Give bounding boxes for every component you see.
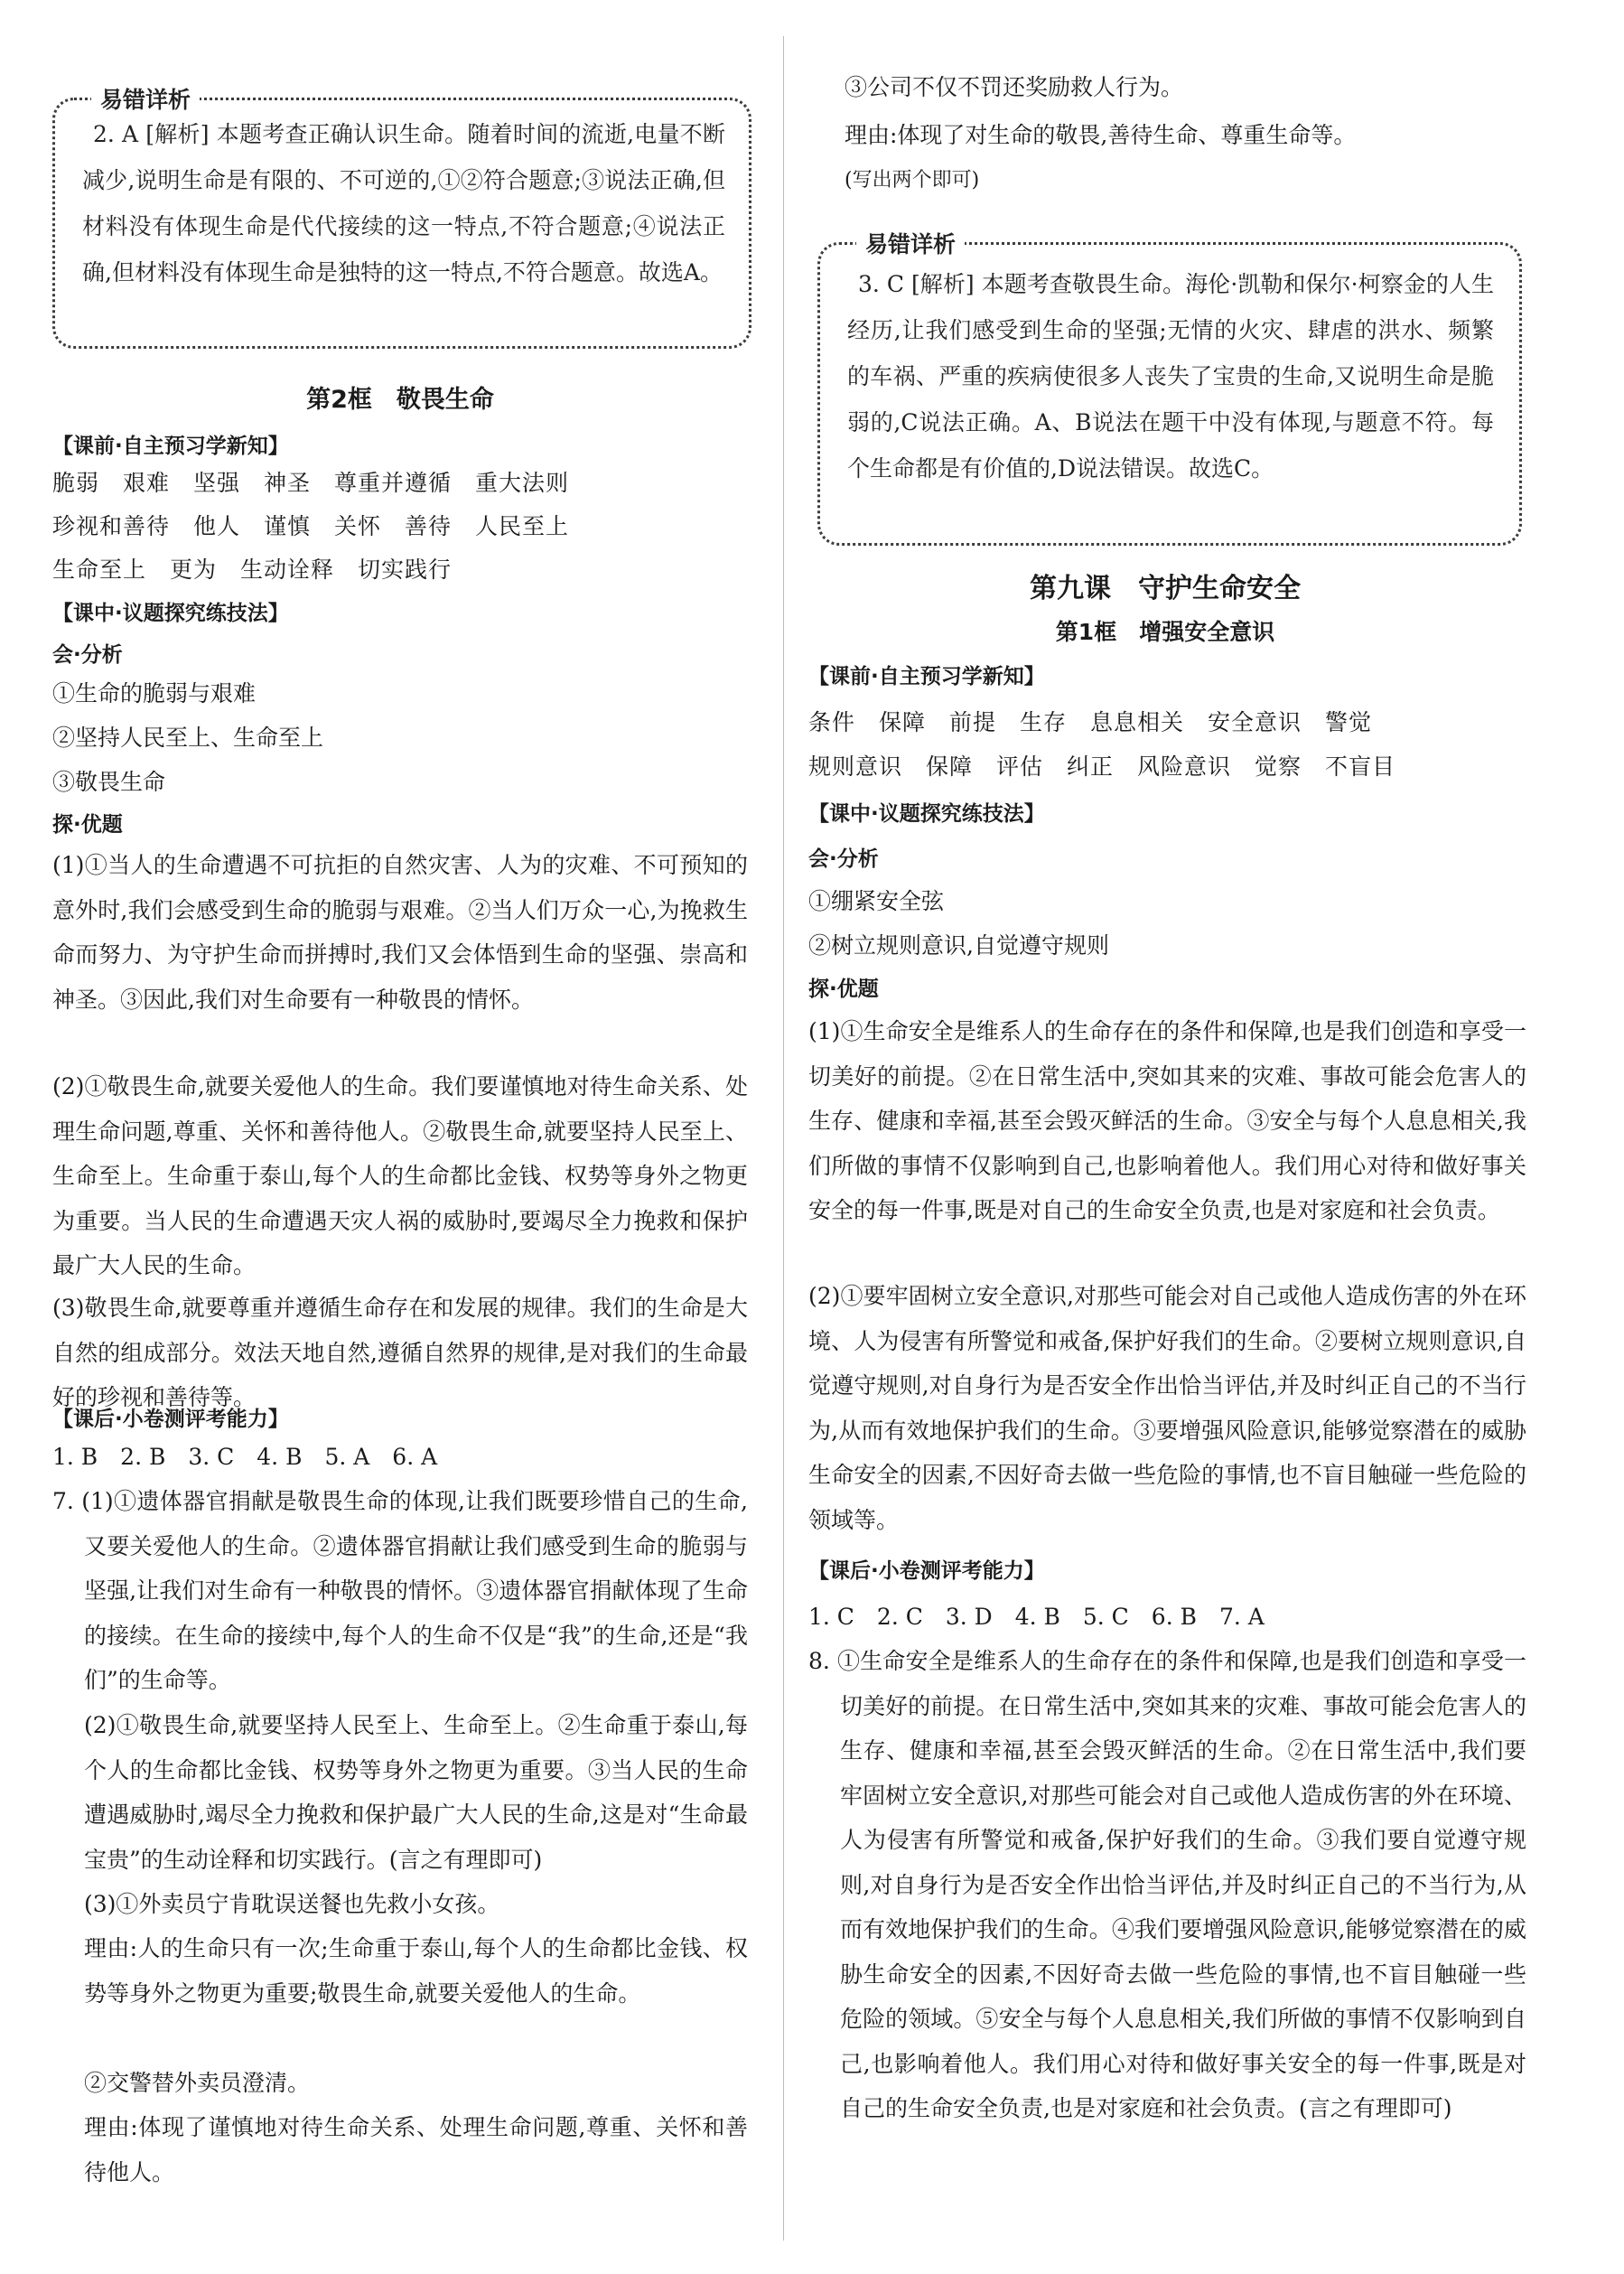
pre-keywords-line-1: 脆弱 艰难 坚强 神圣 尊重并遵循 重大法则 <box>52 470 570 496</box>
column-divider <box>783 36 784 2241</box>
right-top-line-2: 理由:体现了对生命的敬畏,善待生命、尊重生命等。 <box>845 122 1357 148</box>
right-top-line-1: ③公司不仅不罚还奖励救人行为。 <box>845 74 1184 100</box>
q7-part-4: 理由:人的生命只有一次;生命重于泰山,每个人的生命都比金钱、权势等身外之物更为重要;敬畏生命,就要关爱他人的生命。 <box>84 1935 748 2007</box>
error-analysis-text-right: 3. C [解析] 本题考查敬畏生命。海伦·凯勒和保尔·柯察金的人生经历,让我们感受到生命的坚强;无情的火灾、肆虐的洪水、频繁的车祸、严重的疾病使很多人丧失了宝贵的生命,又说明生命是脆弱的,C说法正确。A、B说法在题干中没有体现,与题意不符。每个生命都是有价值的,D说法错误。故选C。 <box>847 271 1494 482</box>
unit-title: 第九课 守护生命安全 <box>1030 573 1301 604</box>
error-analysis-text: 2. A [解析] 本题考查正确认识生命。随着时间的流逝,电量不断减少,说明生命是有限的、不可逆的,①②符合题意;③说法正确,但材料没有体现生命是代代接续的这一特点,不符合题意;④说法正确,但材料没有体现生命是独特的这一特点,不符合题意。故选A。 <box>82 121 725 285</box>
q7-part-6: 理由:体现了谨慎地对待生命关系、处理生命问题,尊重、关怀和善待他人。 <box>84 2114 748 2185</box>
tan-paragraph-3: (3)敬畏生命,就要尊重并遵循生命存在和发展的规律。我们的生命是大自然的组成部分。效法天地自然,遵循自然界的规律,是对我们的生命最好的珍视和善待等。 <box>52 1295 748 1410</box>
post-class-heading-left: 【课后·小卷测评考能力】 <box>52 1408 289 1431</box>
hui-item-3: ③敬畏生命 <box>52 769 166 795</box>
pre-class-heading-left: 【课前·自主预习学新知】 <box>52 435 289 458</box>
hui-item-right-1: ①绷紧安全弦 <box>808 888 945 914</box>
post-answers-left: 1. B 2. B 3. C 4. B 5. A 6. A <box>52 1444 438 1470</box>
post-answers-right: 1. C 2. C 3. D 4. B 5. C 6. B 7. A <box>808 1604 1265 1630</box>
error-analysis-tag: 易错详析 <box>91 82 200 115</box>
q7-part-3: (3)①外卖员宁肯耽误送餐也先救小女孩。 <box>84 1891 500 1917</box>
q7-part-1: 7. (1)①遗体器官捐献是敬畏生命的体现,让我们既要珍惜自己的生命,又要关爱他人的生命。②遗体器官捐献让我们感受到生命的脆弱与坚强,让我们对生命有一种敬畏的情怀。③遗体器官捐献体现了生命的接续。在生命的接续中,每个人的生命不仅是“我”的生命,还是“我们”的生命等。 <box>52 1488 748 1693</box>
q7-part-5: ②交警替外卖员澄清。 <box>84 2070 311 2096</box>
q7-part-2: (2)①敬畏生命,就要坚持人民至上、生命至上。②生命重于泰山,每个人的生命都比金钱、权势等身外之物更为重要。③当人民的生命遭遇威胁时,竭尽全力挽救和保护最广大人民的生命,这是对“生命最宝贵”的生动诠释和切实践行。(言之有理即可) <box>84 1712 748 1873</box>
post-class-heading-right: 【课后·小卷测评考能力】 <box>808 1559 1045 1583</box>
error-analysis-tag-right: 易错详析 <box>856 227 965 259</box>
error-analysis-box-left <box>52 87 751 349</box>
pre-class-heading-right: 【课前·自主预习学新知】 <box>808 665 1045 688</box>
tan-paragraph-right-2: (2)①要牢固树立安全意识,对那些可能会对自己或他人造成伤害的外在环境、人为侵害有所警觉和戒备,保护好我们的生命。②要树立规则意识,自觉遵守规则,对自身行为是否安全作出恰当评估,并及时纠正自己的不当行为,从而有效地保护我们的生命。③要增强风险意识,能够觉察潜在的威胁生命安全的因素,不因好奇去做一些危险的事情,也不盲目触碰一些危险的领域等。 <box>808 1283 1526 1533</box>
lesson-title-right: 第1框 增强安全意识 <box>1055 619 1275 645</box>
hui-item-1: ①生命的脆弱与艰难 <box>52 680 257 707</box>
tan-paragraph-right-1: (1)①生命安全是维系人的生命存在的条件和保障,也是我们创造和享受一切美好的前提。②在日常生活中,突如其来的灾难、事故可能会危害人的生存、健康和幸福,甚至会毁灭鲜活的生命。③安全与每个人息息相关,我们所做的事情不仅影响到自己,也影响着他人。我们用心对待和做好事关安全的每一件事,既是对自己的生命安全负责,也是对家庭和社会负责。 <box>808 1018 1526 1223</box>
pre-keywords-line-3: 生命至上 更为 生动诠释 切实践行 <box>52 557 453 583</box>
q8-answer: 8. ①生命安全是维系人的生命存在的条件和保障,也是我们创造和享受一切美好的前提。在日常生活中,突如其来的灾难、事故可能会危害人的生存、健康和幸福,甚至会毁灭鲜活的生命。②在日常生活中,我们要牢固树立安全意识,对那些可能会对自己或他人造成伤害的外在环境、人为侵害有所警觉和戒备,保护好我们的生命。③我们要自觉遵守规则,对自身行为是否安全作出恰当评估,并及时纠正自己的不当行为,从而有效地保护我们的生命。④我们要增强风险意识,能够觉察潜在的威胁生命安全的因素,不因好奇去做一些危险的事情,也不盲目触碰一些危险的领域。⑤安全与每个人息息相关,我们所做的事情不仅影响到自己,也影响着他人。我们用心对待和做好事关安全的每一件事,既是对自己的生命安全负责,也是对家庭和社会负责。(言之有理即可) <box>808 1648 1526 2121</box>
tan-paragraph-1: (1)①当人的生命遭遇不可抗拒的自然灾害、人为的灾难、不可预知的意外时,我们会感受到生命的脆弱与艰难。②当人们万众一心,为挽救生命而努力、为守护生命而拼搏时,我们又会体悟到生命的坚强、崇高和神圣。③因此,我们对生命要有一种敬畏的情怀。 <box>52 852 748 1013</box>
pre-keywords-line-2: 珍视和善待 他人 谨慎 关怀 善待 人民至上 <box>52 513 570 539</box>
mid-class-heading-left: 【课中·议题探究练技法】 <box>52 602 289 625</box>
pre-keywords-right-2: 规则意识 保障 评估 纠正 风险意识 觉察 不盲目 <box>808 753 1396 780</box>
lesson-title-left: 第2框 敬畏生命 <box>306 386 494 414</box>
hui-heading-left: 会·分析 <box>52 643 123 667</box>
mid-class-heading-right: 【课中·议题探究练技法】 <box>808 802 1045 826</box>
hui-item-2: ②坚持人民至上、生命至上 <box>52 725 324 751</box>
right-top-line-3: (写出两个即可) <box>845 169 980 192</box>
tan-heading-left: 探·优题 <box>52 813 123 837</box>
tan-heading-right: 探·优题 <box>808 978 879 1001</box>
hui-item-right-2: ②树立规则意识,自觉遵守规则 <box>808 932 1109 959</box>
tan-paragraph-2: (2)①敬畏生命,就要关爱他人的生命。我们要谨慎地对待生命关系、处理生命问题,尊重、关怀和善待他人。②敬畏生命,就要坚持人民至上、生命至上。生命重于泰山,每个人的生命都比金钱、权势等身外之物更为重要。当人民的生命遭遇天灾人祸的威胁时,要竭尽全力挽救和保护最广大人民的生命。 <box>52 1073 748 1278</box>
error-analysis-box-right <box>817 231 1522 546</box>
pre-keywords-right-1: 条件 保障 前提 生存 息息相关 安全意识 警觉 <box>808 709 1373 735</box>
hui-heading-right: 会·分析 <box>808 847 879 871</box>
